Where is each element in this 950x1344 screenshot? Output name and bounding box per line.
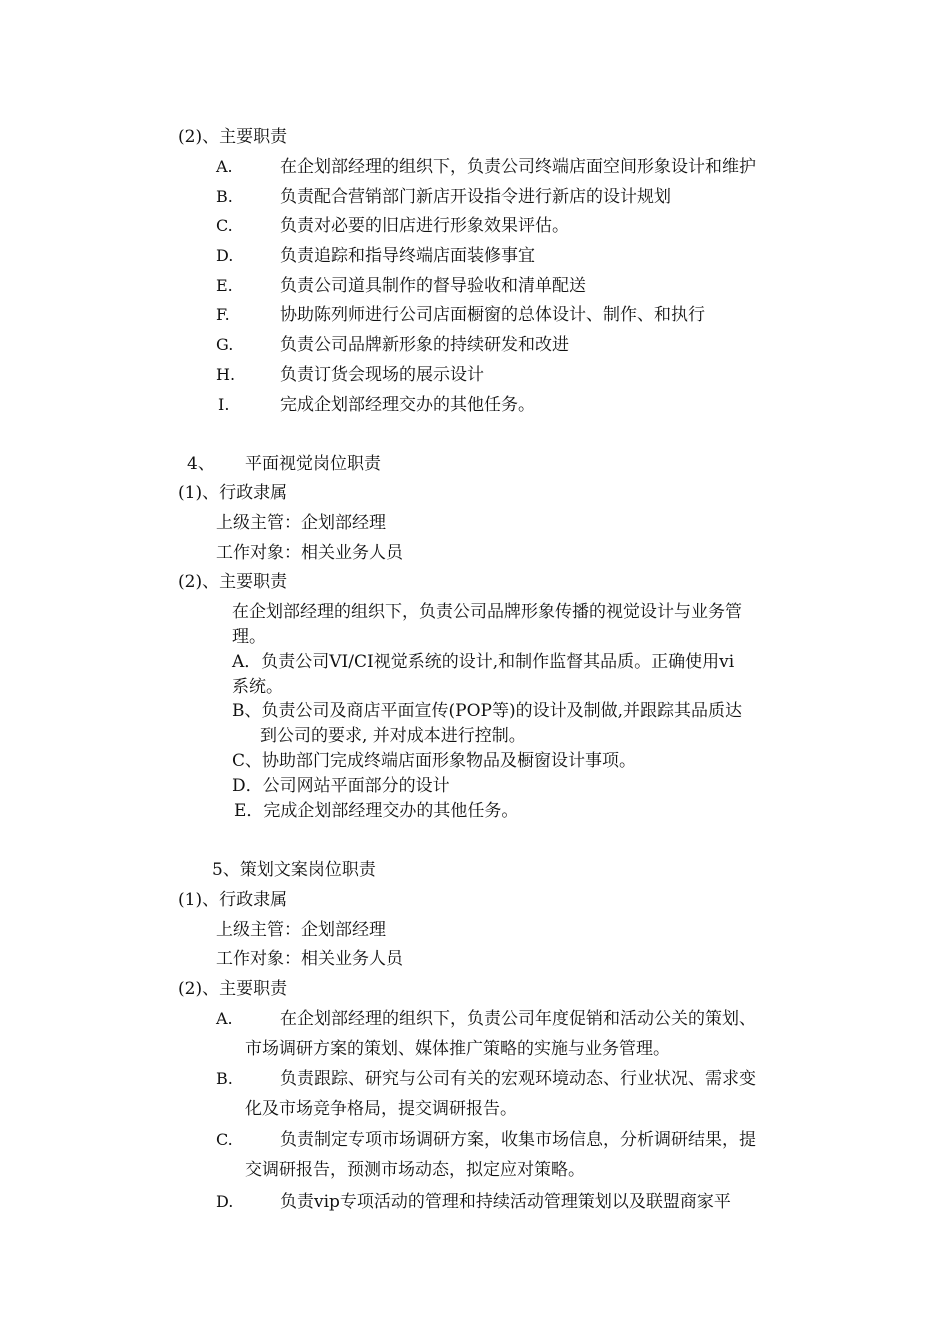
section5-supervisor: 上级主管：企划部经理 — [216, 920, 386, 940]
section5-title: 5、策划文案岗位职责 — [212, 860, 376, 880]
duty-text: 负责对必要的旧店进行形象效果评估。 — [280, 216, 569, 236]
duty-text: 负责公司品牌新形象的持续研发和改进 — [280, 335, 569, 355]
section4-admin-heading: (1)、行政隶属 — [178, 483, 288, 503]
section5-work-object: 工作对象：相关业务人员 — [216, 949, 403, 969]
duty-text-line1: 负责制定专项市场调研方案，收集市场信息，分析调研结果，提 — [280, 1130, 756, 1150]
section4-title: 平面视觉岗位职责 — [245, 454, 381, 474]
duty-letter: G. — [216, 335, 234, 354]
duty-letter: A. — [216, 1009, 233, 1028]
section4-item-b-line2: 到公司的要求, 并对成本进行控制。 — [260, 726, 526, 746]
duty-letter: B. — [216, 187, 233, 206]
section5-duties-heading: (2)、主要职责 — [178, 979, 288, 999]
duty-text: 负责公司道具制作的督导验收和清单配送 — [280, 276, 586, 296]
duty-letter: C. — [216, 1130, 233, 1149]
section4-intro-line2: 理。 — [232, 627, 266, 647]
duty-letter: A. — [216, 157, 233, 176]
section4-item-c: C、协助部门完成终端店面形象物品及橱窗设计事项。 — [232, 751, 637, 771]
duty-text-line1: 负责跟踪、研究与公司有关的宏观环境动态、行业状况、需求变 — [280, 1069, 756, 1089]
duty-text: 协助陈列师进行公司店面橱窗的总体设计、制作、和执行 — [280, 305, 705, 325]
section4-item-d: D．公司网站平面部分的设计 — [232, 776, 450, 796]
duty-letter: F. — [216, 305, 230, 324]
duty-text: 负责订货会现场的展示设计 — [280, 365, 484, 385]
duty-text-line2: 化及市场竞争格局，提交调研报告。 — [245, 1099, 517, 1119]
section4-work-object: 工作对象：相关业务人员 — [216, 543, 403, 563]
duty-text-line2: 市场调研方案的策划、媒体推广策略的实施与业务管理。 — [245, 1039, 670, 1059]
duty-letter: D. — [216, 246, 234, 265]
section5-admin-heading: (1)、行政隶属 — [178, 890, 288, 910]
duty-letter: H. — [216, 365, 236, 384]
duty-text: 负责配合营销部门新店开设指令进行新店的设计规划 — [280, 187, 671, 207]
duty-text-line1: 负责vip专项活动的管理和持续活动管理策划以及联盟商家平 — [280, 1192, 731, 1212]
duty-letter: C. — [216, 216, 233, 235]
duty-letter: B. — [216, 1069, 233, 1088]
section4-duties-heading: (2)、主要职责 — [178, 572, 288, 592]
section4-supervisor: 上级主管：企划部经理 — [216, 513, 386, 533]
duty-text: 负责追踪和指导终端店面装修事宜 — [280, 246, 535, 266]
duty-letter: I. — [218, 395, 230, 414]
duty-text: 完成企划部经理交办的其他任务。 — [280, 395, 535, 415]
duty-letter: E. — [216, 276, 233, 295]
section4-number: 4、 — [187, 454, 215, 474]
section4-item-e: E．完成企划部经理交办的其他任务。 — [234, 801, 519, 821]
duty-letter: D. — [216, 1192, 234, 1211]
section4-item-a-line2: 系统。 — [232, 677, 283, 697]
duty-text: 在企划部经理的组织下，负责公司终端店面空间形象设计和维护 — [280, 157, 756, 177]
section4-intro-line1: 在企划部经理的组织下，负责公司品牌形象传播的视觉设计与业务管 — [232, 602, 742, 622]
section3-duties-heading: (2)、主要职责 — [178, 127, 288, 147]
section4-item-a-line1: A．负责公司VI/CI视觉系统的设计,和制作监督其品质。正确使用vi — [232, 652, 735, 672]
duty-text-line2: 交调研报告，预测市场动态，拟定应对策略。 — [245, 1160, 585, 1180]
duty-text-line1: 在企划部经理的组织下，负责公司年度促销和活动公关的策划、 — [280, 1009, 756, 1029]
section4-item-b-line1: B、负责公司及商店平面宣传(POP等)的设计及制做,并跟踪其品质达 — [232, 701, 742, 721]
